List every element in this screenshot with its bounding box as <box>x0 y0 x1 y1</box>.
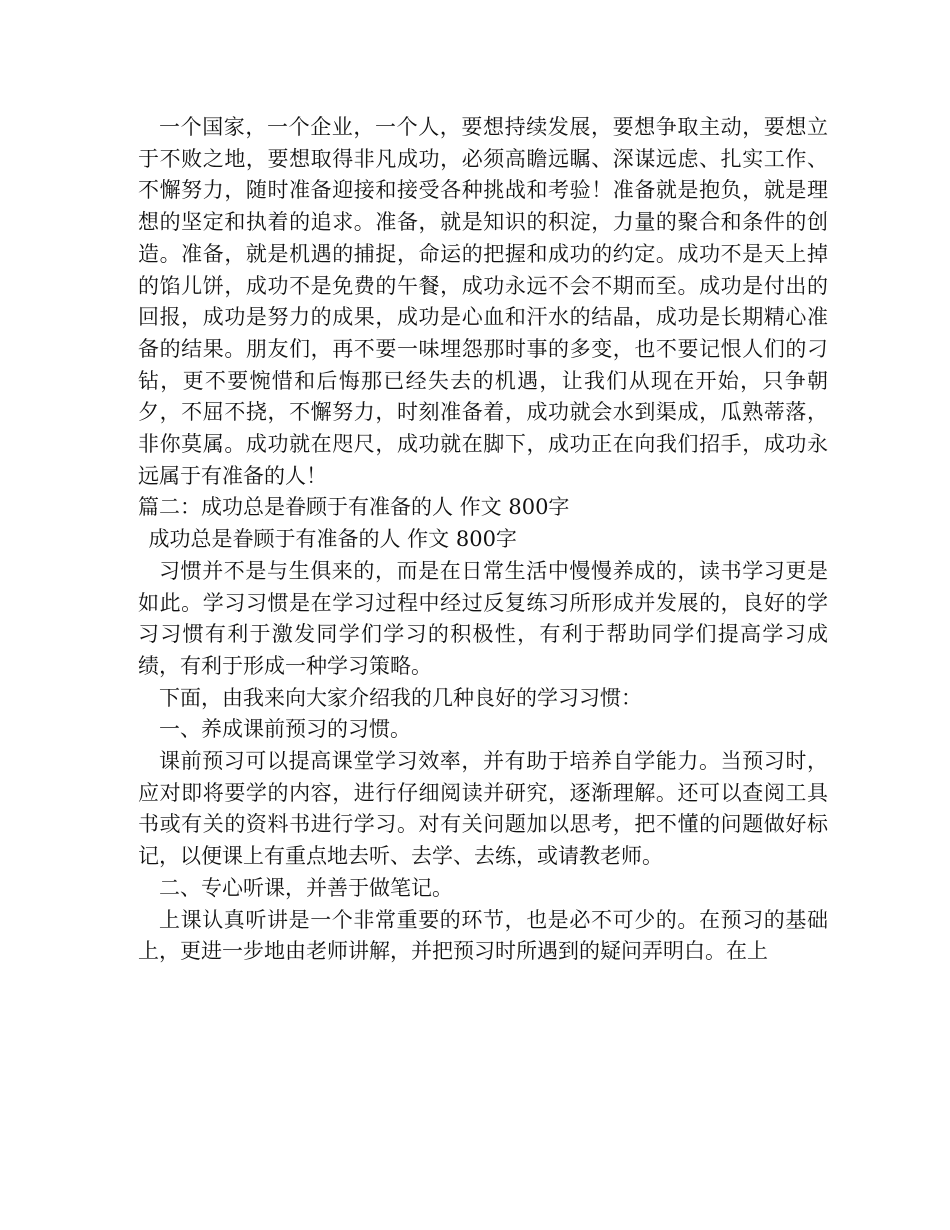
list-item-heading-preview: 一、养成课前预习的习惯。 <box>159 717 411 742</box>
paragraph-preview: 课前预习可以提高课堂学习效率，并有助于培养自学能力。当预习时，应对即将要学的内容，进行仔细阅读并研究，逐渐理解。还可以查阅工具书或有关的资料书进行学习。对有关问题加以思考，把不懂的问题做好标记，以便课上有重点地去听、去学、去练，或请教老师。 <box>138 749 828 869</box>
list-item-heading-listening: 二、专心听课，并善于做笔记。 <box>159 875 453 900</box>
paragraph-introduction: 下面，由我来向大家介绍我的几种良好的学习习惯： <box>159 685 642 710</box>
intro-paragraph: 一个国家，一个企业，一个人，要想持续发展，要想争取主动，要想立于不败之地，要想取得非凡成功，必须高瞻远瞩、深谋远虑、扎实工作、不懈努力，随时准备迎接和接受各种挑战和考验！准备就是抱负，就是理想的坚定和执着的追求。准备，就是知识的积淀，力量的聚合和条件的创造。准备，就是机遇的捕捉，命运的把握和成功的约定。成功不是天上掉的馅儿饼，成功不是免费的午餐，成功永远不会不期而至。成功是付出的回报，成功是努力的成果，成功是心血和汗水的结晶，成功是长期精心准备的结果。朋友们，再不要一味埋怨那时事的多变，也不要记恨人们的刁钻，更不要惋惜和后悔那已经失去的机遇，让我们从现在开始，只争朝夕，不屈不挠，不懈努力，时刻准备着，成功就会水到渠成，瓜熟蒂落，非你莫属。成功就在咫尺，成功就在脚下，成功正在向我们招手，成功永远属于有准备的人！ <box>138 115 828 488</box>
section-subheading: 成功总是眷顾于有准备的人 作文 800字 <box>148 527 517 552</box>
document-page <box>138 112 828 968</box>
paragraph-habits: 习惯并不是与生俱来的，而是在日常生活中慢慢养成的，读书学习更是如此。学习习惯是在学习过程中经过反复练习所形成并发展的，良好的学习习惯有利于激发同学们学习的积极性，有利于帮助同学们提高学习成绩，有利于形成一种学习策略。 <box>138 558 828 678</box>
paragraph-listening: 上课认真听讲是一个非常重要的环节，也是必不可少的。在预习的基础上，更进一步地由老师讲解，并把预习时所遇到的疑问弄明白。在上 <box>138 907 828 964</box>
section-heading: 篇二：成功总是眷顾于有准备的人 作文 800字 <box>138 495 570 520</box>
